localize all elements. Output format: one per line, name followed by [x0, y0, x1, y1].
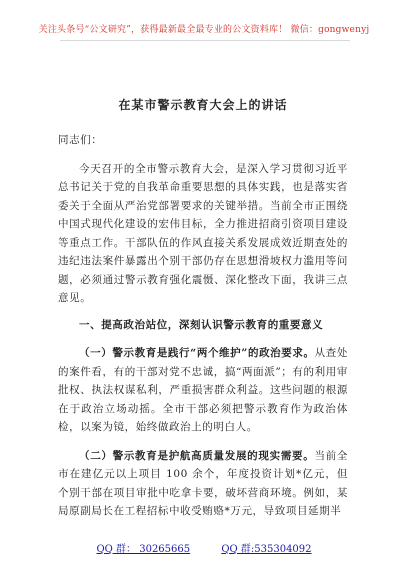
- paragraph-2: [58, 447, 348, 521]
- paragraph-2-body: 当前全市在建亿元以上项目 100 余个，年度投资计划*亿元，但个别干部在项目审批中吃拿卡要，破坏营商环境。例如，某局原副局长在工程招标中收受贿赂*万元，导致项目延期半: [58, 449, 348, 517]
- paragraph-1-body: 从查处的案件看，有的干部对党不忠诚，搞“两面派”；有的利用审批权、执法权谋私利，严重损害群众利益。这些问题的根源在于政治立场动摇。全市干部必须把警示教育作为政治体检，以案为镜，始终做政治上的明白人。: [58, 347, 348, 433]
- document-title: 在某市警示教育大会上的讲话: [118, 98, 288, 112]
- paragraph-2-lead: （二）警示教育是护航高质量发展的现实需要。: [79, 449, 315, 462]
- qq-group-link-2[interactable]: QQ 群:535304092: [221, 544, 312, 555]
- paragraph-1-lead: （一）警示教育是践行“两个维护”的政治要求。: [79, 347, 315, 359]
- section-heading-1: 一、提高政治站位，深刻认识警示教育的重要意义: [79, 318, 324, 331]
- paragraph-1: [58, 344, 348, 437]
- qq-footer: [0, 540, 408, 555]
- document-body: [58, 96, 348, 521]
- promo-header: 关注头条号“公文研究”，获得最新最全最专业的公文资料库！ 微信：gongwenyj: [38, 25, 370, 35]
- intro-paragraph: 今天召开的全市警示教育大会，是深入学习贯彻习近平总书记关于党的自我革命重要思想的具体实践，也是落实省委关于全面从严治党部署要求的关键举措。当前全市正围绕中国式现代化建设的宏伟目标，全力推进招商引资项目建设等重点工作。干部队伍的作风直接关系发展成效近期查处的违纪违法案件暴露出个别干部仍存在思想滑坡权力滥用等问题，必须通过警示教育强化震慑、深化整改下面，我讲三点意见。: [58, 162, 348, 304]
- header-divider: [60, 40, 350, 41]
- salutation: 同志们：: [58, 134, 103, 146]
- qq-group-link-1[interactable]: QQ 群： 30265665: [96, 544, 191, 555]
